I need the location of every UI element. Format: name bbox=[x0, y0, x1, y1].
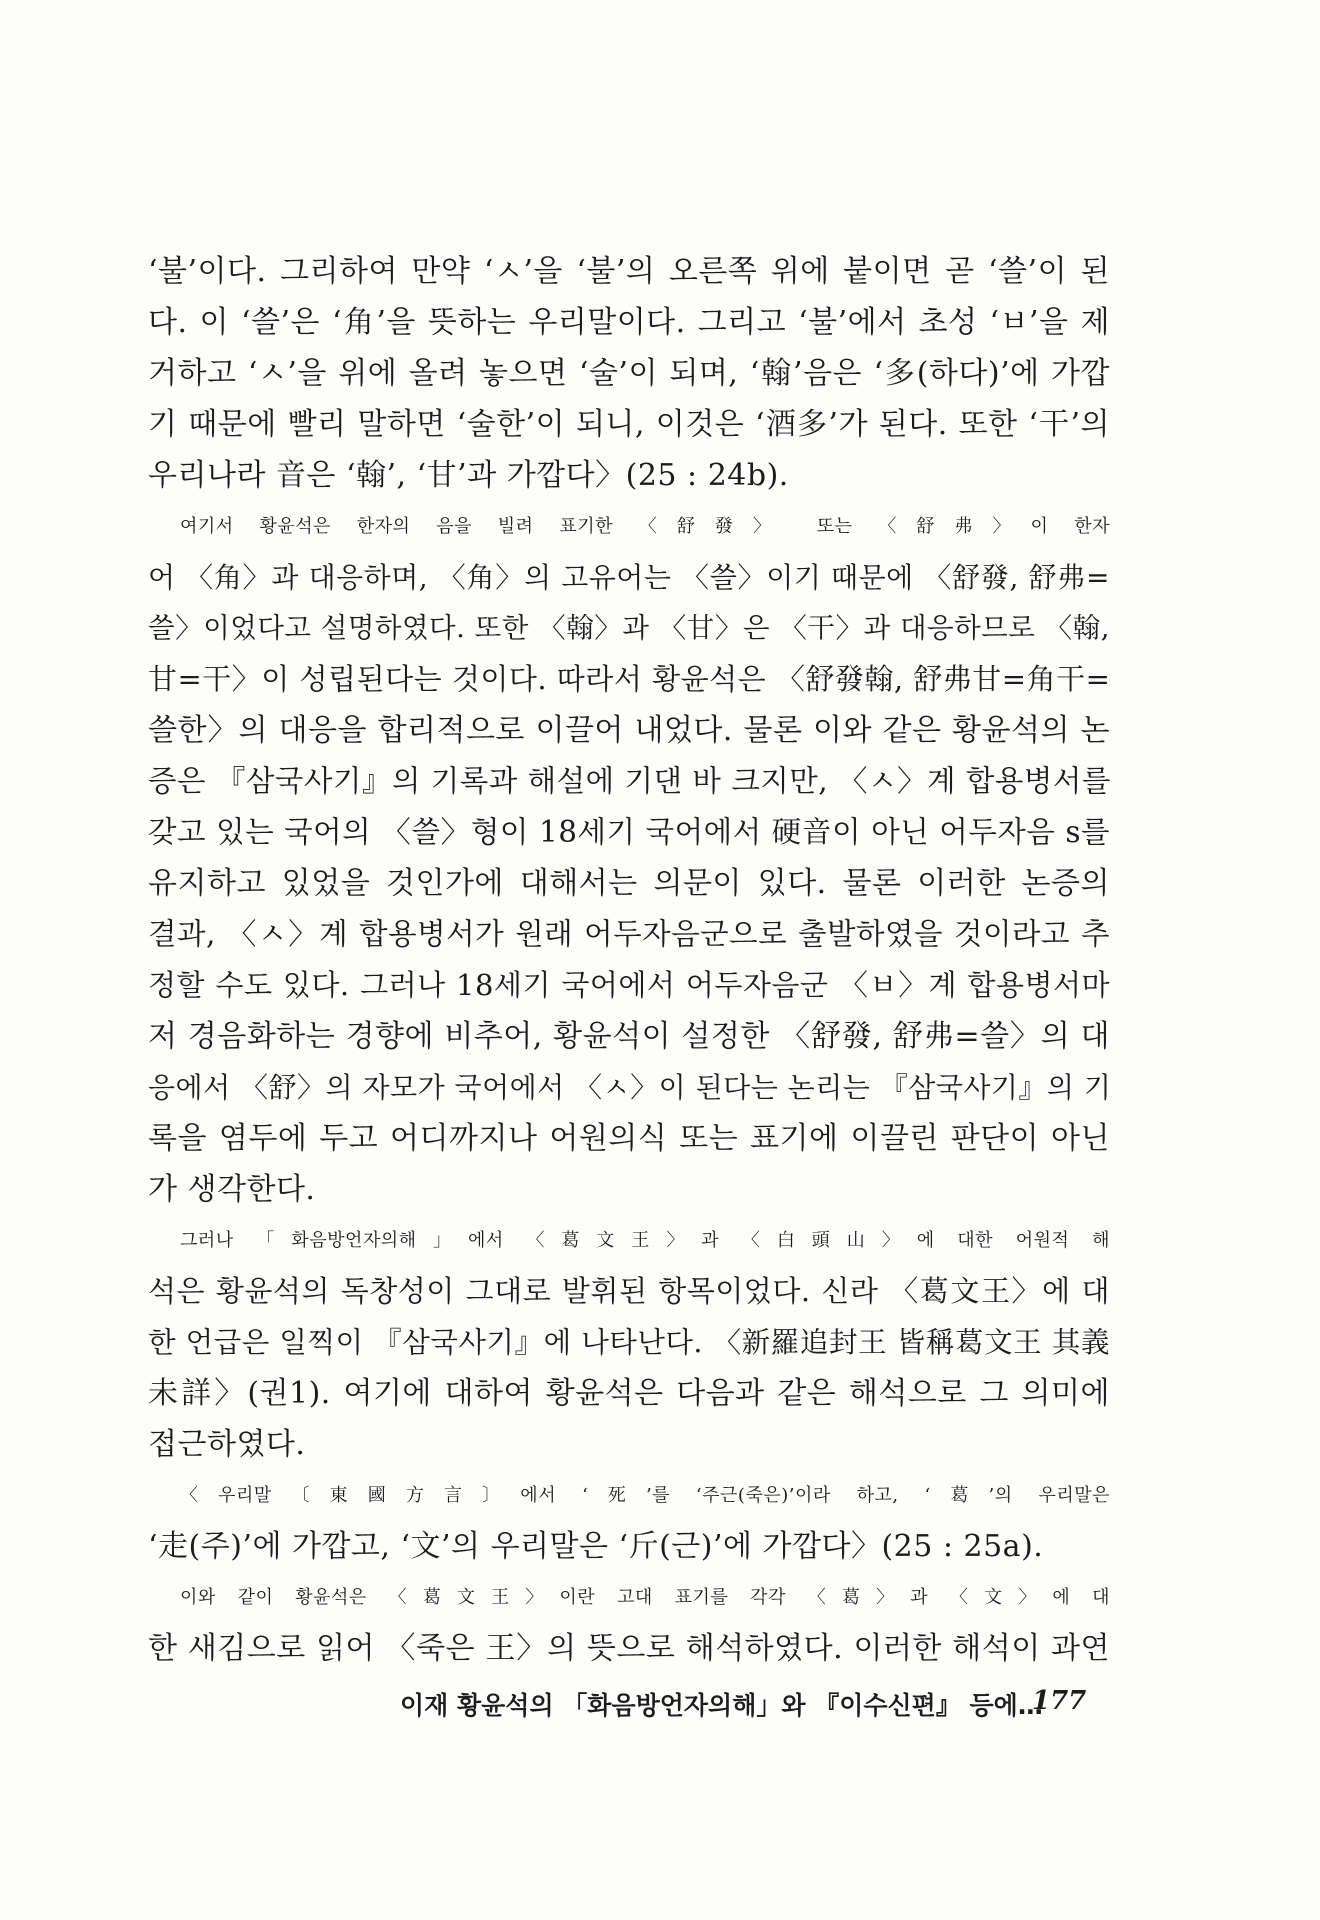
text-line: 록을 염두에 두고 어디까지나 어원의식 또는 표기에 이끌린 판단이 아닌 bbox=[148, 1121, 1110, 1156]
text-line: 응에서 〈舒〉의 자모가 국어에서 〈ㅅ〉이 된다는 논리는 『삼국사기』의 기 bbox=[148, 1071, 1112, 1104]
running-title: 이재 황윤석의 「화음방언자의해」와 『이수신편』 등에… bbox=[400, 1691, 1043, 1720]
text-line: 쓸〉이었다고 설명하였다. 또한 〈翰〉과 〈甘〉은 〈干〉과 대응하므로 〈翰, bbox=[148, 612, 1110, 644]
text-line: 거하고 ‘ㅅ’을 위에 올려 놓으면 ‘술’이 되며, ‘翰’음은 ‘多(하다)’에 가깝 bbox=[148, 356, 1110, 391]
body-text bbox=[148, 246, 1110, 1674]
text-line: 다. 이 ‘쓸’은 ‘角’을 뜻하는 우리말이다. 그리고 ‘불’에서 초성 ‘ㅂ’을 제 bbox=[148, 305, 1110, 340]
text-line: 접근하였다. bbox=[148, 1427, 306, 1462]
text-line: 어 〈角〉과 대응하며, 〈角〉의 고유어는 〈쓸〉이기 때문에 〈舒發, 舒弗= bbox=[148, 561, 1110, 594]
text-line: 그러나 「화음방언자의해」에서 〈葛文王〉과 〈白頭山〉에 대한 어원적 해 bbox=[180, 1230, 1110, 1251]
text-line: 저 경음화하는 경향에 비추어, 황윤석이 설정한 〈舒發, 舒弗=쓸〉의 대 bbox=[148, 1019, 1110, 1054]
text-line: ‘불’이다. 그리하여 만약 ‘ㅅ’을 ‘불’의 오른쪽 위에 붙이면 곧 ‘쓸’이 된 bbox=[148, 254, 1110, 289]
text-line: 정할 수도 있다. 그러나 18세기 국어에서 어두자음군 〈ㅂ〉계 합용병서마 bbox=[148, 968, 1110, 1002]
text-line: 기 때문에 빨리 말하면 ‘술한’이 되니, 이것은 ‘酒多’가 된다. 또한 ‘干’의 bbox=[148, 407, 1110, 442]
text-line: 甘=干〉이 성립된다는 것이다. 따라서 황윤석은 〈舒發翰, 舒弗甘=角干= bbox=[148, 662, 1111, 696]
page-number: 177 bbox=[1032, 1686, 1087, 1716]
text-line: ‘走(주)’에 가깝고, ‘文’의 우리말은 ‘斤(근)’에 가깝다〉(25 : 25a). bbox=[148, 1529, 1044, 1564]
text-line: 증은 『삼국사기』의 기록과 해설에 기댄 바 크지만, 〈ㅅ〉계 합용병서를 bbox=[148, 764, 1111, 798]
text-line: 가 생각한다. bbox=[148, 1172, 316, 1207]
running-footer bbox=[400, 1686, 1090, 1722]
text-line: 우리나라 音은 ‘翰’, ‘甘’과 가깝다〉(25 : 24b). bbox=[148, 458, 789, 493]
text-line: 쓸한〉의 대응을 합리적으로 이끌어 내었다. 물론 이와 같은 황윤석의 논 bbox=[148, 713, 1110, 748]
text-line: 한 언급은 일찍이 『삼국사기』에 나타난다. 〈新羅追封王 皆稱葛文王 其義 bbox=[148, 1326, 1110, 1359]
text-line: 석은 황윤석의 독창성이 그대로 발휘된 항목이었다. 신라 〈葛文王〉에 대 bbox=[148, 1274, 1110, 1308]
text-line: 未詳〉(권1). 여기에 대하여 황윤석은 다음과 같은 해석으로 그 의미에 bbox=[148, 1376, 1110, 1411]
text-line: 갖고 있는 국어의 〈쓸〉형이 18세기 국어에서 硬音이 아닌 어두자음 s를 bbox=[148, 815, 1110, 849]
text-line: 결과, 〈ㅅ〉계 합용병서가 원래 어두자음군으로 출발하였을 것이라고 추 bbox=[148, 917, 1110, 951]
text-line: 한 새김으로 읽어 〈죽은 王〉의 뜻으로 해석하였다. 이러한 해석이 과연 bbox=[148, 1631, 1110, 1666]
text-line: 〈우리말〔東國方言〕에서 ‘死’를 ‘주근(죽은)’이라 하고, ‘葛’의 우리말은 bbox=[180, 1485, 1110, 1506]
text-line: 유지하고 있었을 것인가에 대해서는 의문이 있다. 물론 이러한 논증의 bbox=[148, 866, 1110, 901]
text-line: 여기서 황윤석은 한자의 음을 빌려 표기한 〈舒發〉 또는 〈舒弗〉이 한자 bbox=[180, 516, 1110, 537]
text-line: 이와 같이 황윤석은 〈葛文王〉이란 고대 표기를 각각 〈葛〉과 〈文〉에 대 bbox=[180, 1587, 1110, 1608]
